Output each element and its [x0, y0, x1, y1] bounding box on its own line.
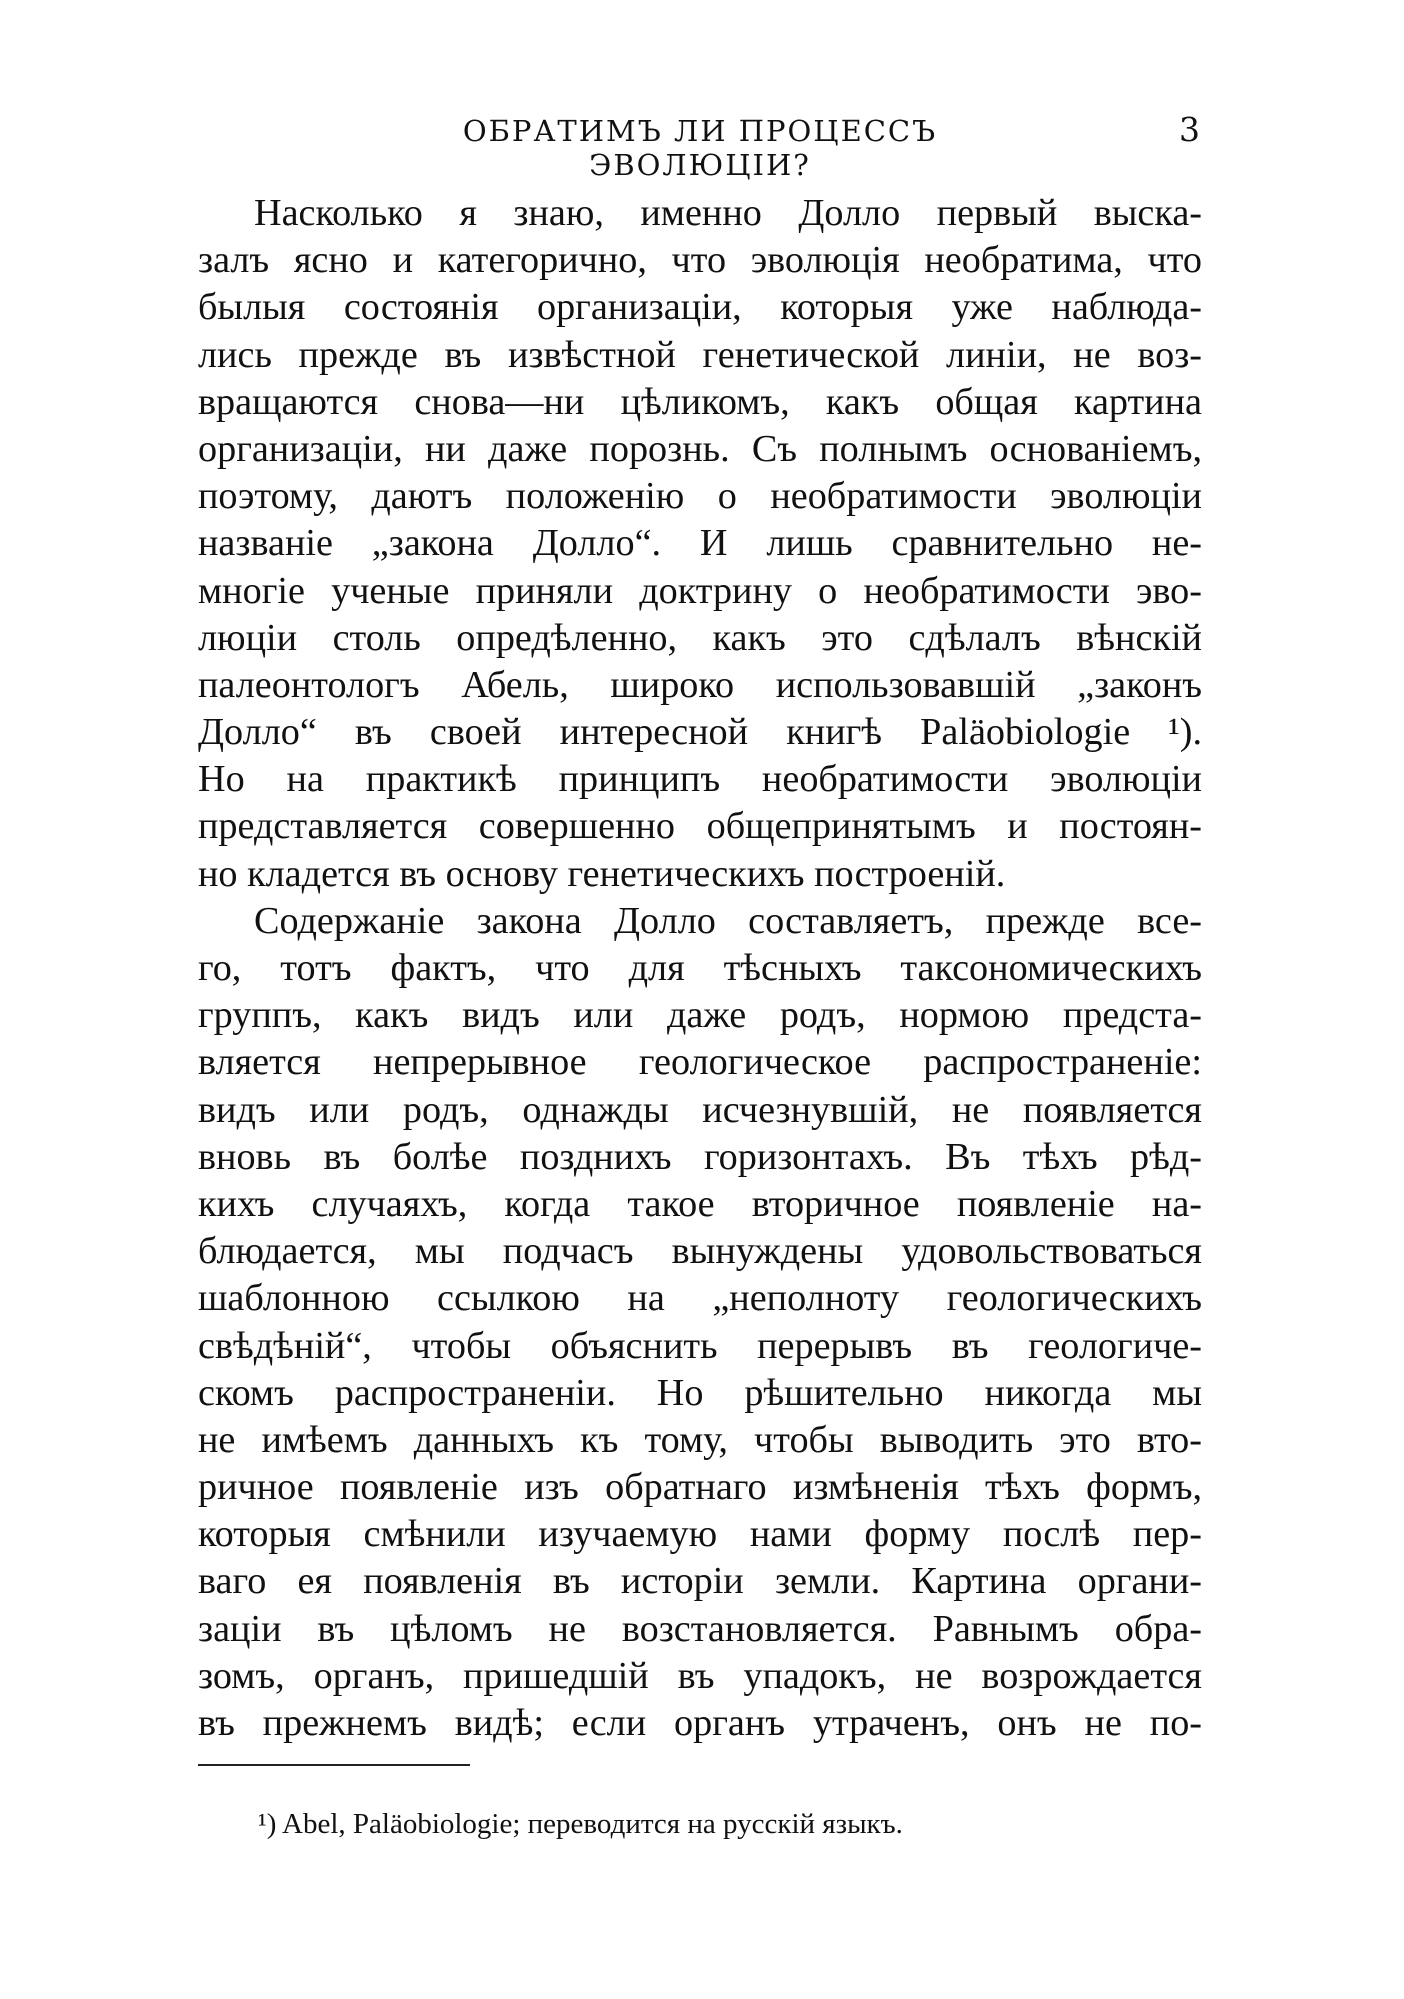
- text-line: залъ ясно и категорично, что эволюція необратима, что: [198, 239, 1202, 282]
- footnote-divider: [198, 1764, 470, 1766]
- text-line: Содержаніе закона Долло составляетъ, прежде все-: [254, 899, 1202, 942]
- text-line: поэтому, даютъ положенію о необратимости эволюціи: [198, 475, 1202, 518]
- text-line: многіе ученые приняли доктрину о необратимости эво-: [198, 569, 1202, 612]
- paragraph-2: [198, 898, 1202, 1747]
- text-line: Но на практикѣ принципъ необратимости эволюціи: [198, 758, 1202, 801]
- text-line: палеонтологъ Абель, широко использовавшій „законъ: [198, 663, 1202, 706]
- text-line: вляется непрерывное геологическое распространеніе:: [198, 1041, 1202, 1084]
- text-line: ричное появленіе изъ обратнаго измѣненія тѣхъ формъ,: [198, 1466, 1202, 1509]
- text-line: былыя состоянія организаціи, которыя уже наблюда-: [198, 286, 1202, 329]
- text-line: не имѣемъ данныхъ къ тому, чтобы выводить это вто-: [198, 1418, 1202, 1461]
- paragraph-1: [198, 190, 1202, 898]
- text-line: группъ, какъ видъ или даже родъ, нормою предста-: [198, 994, 1202, 1037]
- text-line: но кладется въ основу генетическихъ построеній.: [198, 852, 1006, 895]
- footnote-marker: ¹): [258, 1808, 277, 1840]
- text-line: представляется совершенно общепринятымъ и постоян-: [198, 805, 1202, 848]
- text-line: вращаются снова—ни цѣликомъ, какъ общая картина: [198, 380, 1202, 423]
- text-line: го, тотъ фактъ, что для тѣсныхъ таксономическихъ: [198, 947, 1202, 989]
- text-line: ваго ея появленія въ исторіи земли. Картина органи-: [198, 1560, 1202, 1603]
- text-line: заціи въ цѣломъ не возстановляется. Равнымъ обра-: [198, 1607, 1202, 1650]
- footnote: [258, 1808, 903, 1841]
- footnote-text: Abel, Paläobiologie; переводится на русскій языкъ.: [282, 1808, 903, 1840]
- text-line: скомъ распространеніи. Но рѣшительно никогда мы: [198, 1371, 1202, 1414]
- text-line: названіе „закона Долло“. И лишь сравнительно не-: [198, 522, 1202, 565]
- page-header: [200, 108, 1200, 182]
- text-line: блюдается, мы подчасъ вынуждены удовольствоваться: [198, 1230, 1202, 1273]
- text-line: Насколько я знаю, именно Долло первый выска-: [254, 192, 1202, 234]
- running-title: ОБРАТИМЪ ЛИ ПРОЦЕССЪ ЭВОЛЮЦІИ?: [462, 114, 938, 182]
- text-line: кихъ случаяхъ, когда такое вторичное появленіе на-: [198, 1182, 1202, 1225]
- text-line: лись прежде въ извѣстной генетической линіи, не воз-: [198, 333, 1202, 376]
- text-line: вновь въ болѣе позднихъ горизонтахъ. Въ тѣхъ рѣд-: [198, 1135, 1202, 1178]
- text-line: свѣдѣній“, чтобы объяснить перерывъ въ геологиче-: [198, 1324, 1202, 1367]
- text-line: видъ или родъ, однажды исчезнувшій, не появляется: [198, 1088, 1202, 1131]
- text-line: зомъ, органъ, пришедшій въ упадокъ, не возрождается: [198, 1654, 1202, 1697]
- body-text: [198, 190, 1202, 1747]
- text-line: въ прежнемъ видѣ; если органъ утраченъ, онъ не по-: [198, 1702, 1202, 1744]
- page-number: 3: [1179, 110, 1200, 149]
- text-line: люціи столь опредѣленно, какъ это сдѣлалъ вѣнскій: [198, 616, 1202, 659]
- text-line: Долло“ въ своей интересной книгѣ Paläobiologie ¹).: [198, 711, 1202, 754]
- text-line: организаціи, ни даже порознь. Съ полнымъ основаніемъ,: [198, 427, 1202, 470]
- text-line: шаблонною ссылкою на „неполноту геологическихъ: [198, 1277, 1202, 1320]
- text-line: которыя смѣнили изучаемую нами форму послѣ пер-: [198, 1513, 1202, 1556]
